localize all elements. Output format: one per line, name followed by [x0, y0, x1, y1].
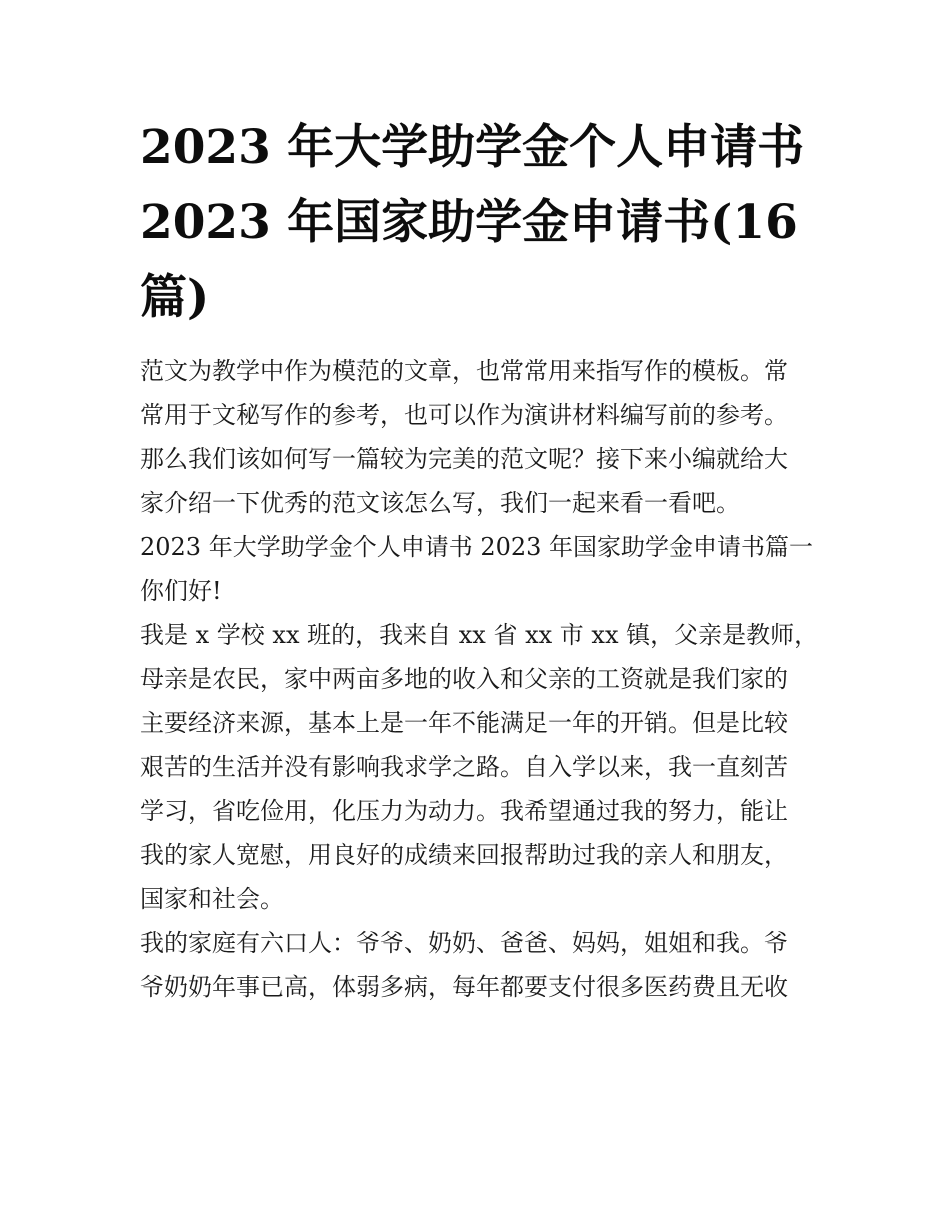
text-line: 范文为教学中作为模范的文章，也常常用来指写作的模板。常	[140, 357, 788, 385]
intro-paragraph	[140, 349, 812, 525]
document-page	[140, 110, 819, 1009]
document-title	[140, 110, 812, 335]
text-line: 那么我们该如何写一篇较为完美的范文呢？接下来小编就给大	[140, 445, 788, 473]
text-line: 国家和社会。	[140, 885, 284, 913]
text-line: 我的家庭有六口人：爷爷、奶奶、爸爸、妈妈，姐姐和我。爷	[140, 929, 788, 957]
text-line: 母亲是农民，家中两亩多地的收入和父亲的工资就是我们家的	[140, 665, 788, 693]
document-body	[140, 349, 819, 1009]
text-line: 我是 x 学校 xx 班的，我来自 xx 省 xx 市 xx 镇，父亲是教师，	[140, 621, 819, 649]
title-line: 2023 年大学助学金个人申请书	[140, 120, 805, 175]
salutation	[140, 569, 812, 613]
text-line: 学习，省吃俭用，化压力为动力。我希望通过我的努力，能让	[140, 797, 788, 825]
text-line: 常用于文秘写作的参考，也可以作为演讲材料编写前的参考。	[140, 401, 788, 429]
text-line: 艰苦的生活并没有影响我求学之路。自入学以来，我一直刻苦	[140, 753, 788, 781]
title-line: 2023 年国家助学金申请书(16	[140, 195, 798, 250]
section-heading	[140, 525, 812, 569]
body-paragraph	[140, 613, 819, 921]
text-line: 你们好!	[140, 577, 222, 605]
text-line: 我的家人宽慰，用良好的成绩来回报帮助过我的亲人和朋友，	[140, 841, 788, 869]
body-paragraph	[140, 921, 812, 1009]
title-line: 篇)	[140, 270, 210, 325]
text-line: 爷奶奶年事已高，体弱多病，每年都要支付很多医药费且无收	[140, 973, 788, 1001]
text-line: 2023 年大学助学金个人申请书 2023 年国家助学金申请书篇一	[140, 533, 814, 561]
text-line: 家介绍一下优秀的范文该怎么写，我们一起来看一看吧。	[140, 489, 740, 517]
text-line: 主要经济来源，基本上是一年不能满足一年的开销。但是比较	[140, 709, 788, 737]
